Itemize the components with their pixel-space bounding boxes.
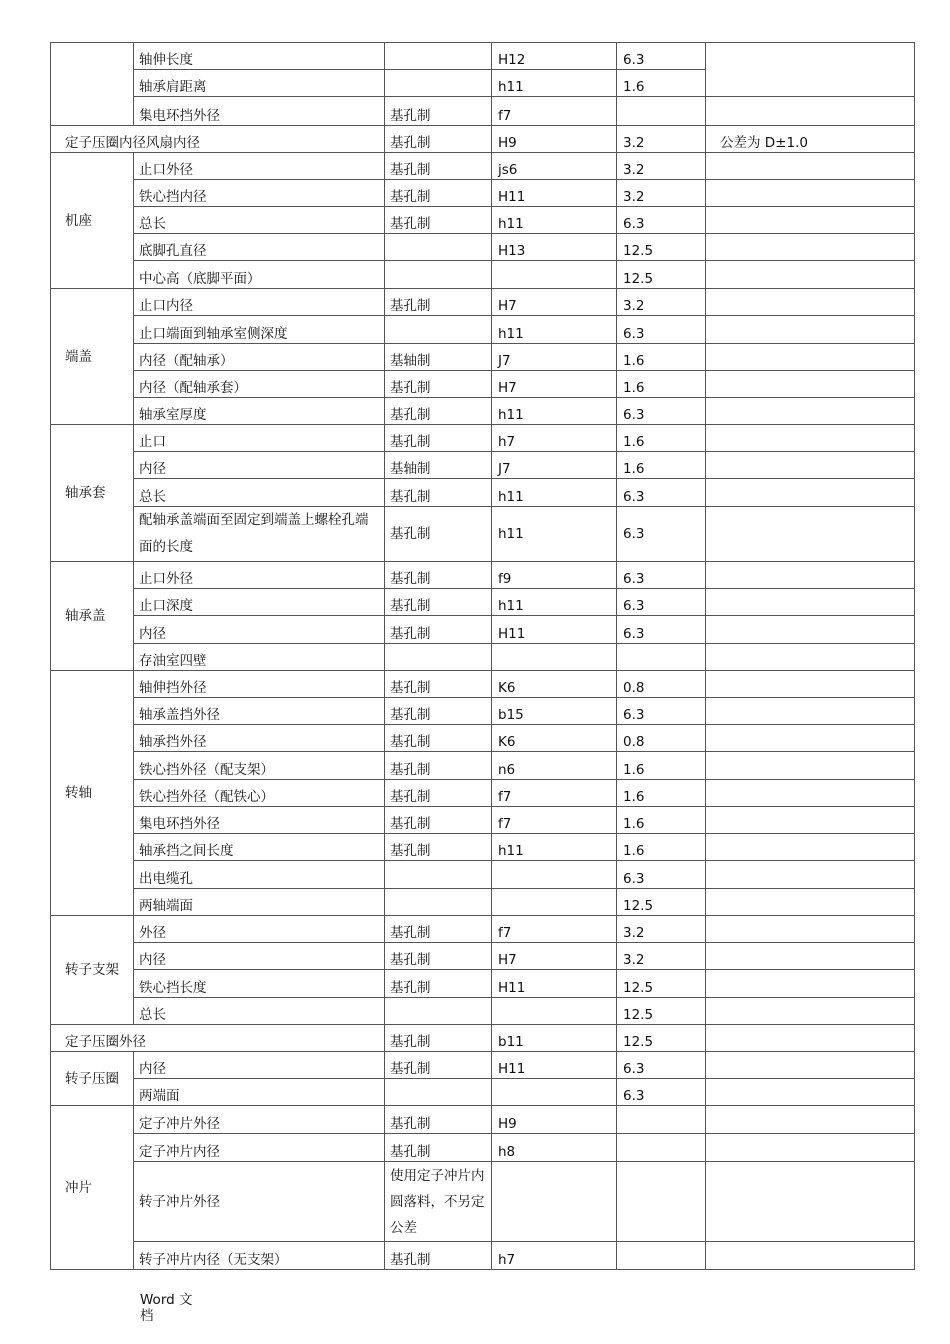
roughness-cell: 6.3: [617, 398, 706, 425]
roughness-cell: 3.2: [617, 180, 706, 207]
tolerance-cell: n6: [492, 752, 617, 780]
feature-cell: 两端面: [134, 1079, 385, 1106]
tolerance-cell: [492, 889, 617, 916]
roughness-cell: [617, 1242, 706, 1270]
tolerance-cell: J7: [492, 452, 617, 479]
basis-cell: 基孔制: [385, 834, 492, 861]
feature-cell: 铁心挡内径: [134, 180, 385, 207]
part-cell: 轴承盖: [51, 562, 134, 671]
tolerance-cell: b11: [492, 1025, 617, 1052]
roughness-cell: 0.8: [617, 671, 706, 698]
tolerance-cell: js6: [492, 153, 617, 180]
roughness-cell: 1.6: [617, 807, 706, 834]
roughness-cell: 3.2: [617, 289, 706, 316]
note-cell: [706, 479, 915, 507]
basis-cell: 基孔制: [385, 97, 492, 126]
note-cell: [706, 943, 915, 970]
part-cell: 机座: [51, 153, 134, 289]
roughness-cell: 6.3: [617, 207, 706, 234]
note-cell: [706, 316, 915, 344]
basis-cell: [385, 1079, 492, 1106]
tolerance-cell: H11: [492, 1052, 617, 1079]
roughness-cell: 6.3: [617, 479, 706, 507]
tolerance-cell: H7: [492, 371, 617, 398]
basis-cell: 基孔制: [385, 371, 492, 398]
note-cell: [706, 834, 915, 861]
basis-cell: 基孔制: [385, 425, 492, 452]
feature-cell: 止口外径: [134, 153, 385, 180]
roughness-cell: 12.5: [617, 1025, 706, 1052]
feature-cell: 轴承挡外径: [134, 725, 385, 752]
roughness-cell: 1.6: [617, 371, 706, 398]
note-cell: [706, 725, 915, 752]
feature-cell: 止口深度: [134, 589, 385, 616]
feature-cell: 定子冲片外径: [134, 1106, 385, 1134]
feature-cell: 止口内径: [134, 289, 385, 316]
roughness-cell: 6.3: [617, 861, 706, 889]
basis-cell: 基孔制: [385, 589, 492, 616]
basis-cell: 基孔制: [385, 289, 492, 316]
tolerance-cell: [492, 261, 617, 289]
note-cell: [706, 1242, 915, 1270]
document-footer: Word 文档: [140, 1292, 193, 1324]
roughness-cell: 1.6: [617, 452, 706, 479]
roughness-cell: 6.3: [617, 616, 706, 644]
roughness-cell: 1.6: [617, 780, 706, 807]
roughness-cell: 3.2: [617, 126, 706, 153]
feature-cell: 铁心挡外径（配支架）: [134, 752, 385, 780]
roughness-cell: 12.5: [617, 889, 706, 916]
basis-cell: 基孔制: [385, 507, 492, 562]
tolerance-cell: h11: [492, 589, 617, 616]
note-cell: [706, 616, 915, 644]
part-cell: [51, 43, 134, 126]
feature-cell: 总长: [134, 998, 385, 1025]
basis-cell: 基孔制: [385, 126, 492, 153]
basis-cell: 基孔制: [385, 1134, 492, 1162]
note-cell: [706, 1162, 915, 1242]
part-cell: 定子压圈外径: [51, 1025, 385, 1052]
feature-cell: 内径: [134, 943, 385, 970]
part-cell: 冲片: [51, 1106, 134, 1270]
basis-cell: 基孔制: [385, 1052, 492, 1079]
basis-cell: [385, 316, 492, 344]
basis-cell: 基孔制: [385, 1025, 492, 1052]
tolerance-cell: f7: [492, 807, 617, 834]
basis-cell: 基孔制: [385, 725, 492, 752]
note-cell: [706, 1134, 915, 1162]
tolerance-table: [50, 42, 915, 1270]
note-cell: [706, 1106, 915, 1134]
tolerance-cell: h7: [492, 1242, 617, 1270]
tolerance-cell: H11: [492, 616, 617, 644]
note-cell: [706, 916, 915, 943]
roughness-cell: 6.3: [617, 1052, 706, 1079]
feature-cell: 内径: [134, 452, 385, 479]
basis-cell: 基孔制: [385, 616, 492, 644]
tolerance-cell: [492, 644, 617, 671]
tolerance-cell: f9: [492, 562, 617, 589]
feature-cell: 配轴承盖端面至固定到端盖上螺栓孔端面的长度: [134, 507, 385, 562]
tolerance-cell: H7: [492, 943, 617, 970]
tolerance-cell: H7: [492, 289, 617, 316]
note-cell: [706, 807, 915, 834]
part-cell: 轴承套: [51, 425, 134, 562]
roughness-cell: [617, 97, 706, 126]
basis-cell: 基孔制: [385, 780, 492, 807]
basis-cell: 基孔制: [385, 153, 492, 180]
basis-cell: 基孔制: [385, 671, 492, 698]
tolerance-cell: J7: [492, 344, 617, 371]
note-cell: [706, 344, 915, 371]
basis-cell: [385, 43, 492, 70]
note-cell: [706, 1025, 915, 1052]
part-cell: 转子支架: [51, 916, 134, 1025]
roughness-cell: [617, 1106, 706, 1134]
feature-cell: 底脚孔直径: [134, 234, 385, 261]
tolerance-cell: H13: [492, 234, 617, 261]
feature-cell: 轴承盖挡外径: [134, 698, 385, 725]
roughness-cell: 1.6: [617, 344, 706, 371]
basis-cell: [385, 234, 492, 261]
roughness-cell: 1.6: [617, 70, 706, 97]
note-cell: [706, 752, 915, 780]
tolerance-cell: K6: [492, 725, 617, 752]
basis-cell: 基孔制: [385, 752, 492, 780]
tolerance-cell: h11: [492, 70, 617, 97]
part-cell: 定子压圈内径风扇内径: [51, 126, 385, 153]
basis-cell: [385, 861, 492, 889]
basis-cell: [385, 261, 492, 289]
roughness-cell: 12.5: [617, 970, 706, 998]
basis-cell: 使用定子冲片内圆落料，不另定公差: [385, 1162, 492, 1242]
roughness-cell: 3.2: [617, 153, 706, 180]
tolerance-cell: f7: [492, 916, 617, 943]
roughness-cell: 1.6: [617, 752, 706, 780]
basis-cell: [385, 644, 492, 671]
note-cell: [706, 562, 915, 589]
note-cell: [706, 507, 915, 562]
note-cell: [706, 970, 915, 998]
tolerance-cell: K6: [492, 671, 617, 698]
feature-cell: 止口外径: [134, 562, 385, 589]
tolerance-cell: H12: [492, 43, 617, 70]
note-cell: [706, 780, 915, 807]
basis-cell: 基孔制: [385, 916, 492, 943]
basis-cell: 基孔制: [385, 207, 492, 234]
roughness-cell: 6.3: [617, 562, 706, 589]
roughness-cell: 3.2: [617, 916, 706, 943]
part-cell: 端盖: [51, 289, 134, 425]
feature-cell: 止口: [134, 425, 385, 452]
roughness-cell: 1.6: [617, 834, 706, 861]
tolerance-cell: [492, 998, 617, 1025]
roughness-cell: 6.3: [617, 1079, 706, 1106]
roughness-cell: [617, 1162, 706, 1242]
feature-cell: 轴承挡之间长度: [134, 834, 385, 861]
tolerance-cell: [492, 861, 617, 889]
feature-cell: 转子冲片外径: [134, 1162, 385, 1242]
note-cell: [706, 589, 915, 616]
note-cell: [706, 671, 915, 698]
tolerance-cell: H11: [492, 180, 617, 207]
feature-cell: 两轴端面: [134, 889, 385, 916]
note-cell: [706, 1052, 915, 1079]
tolerance-cell: H9: [492, 1106, 617, 1134]
note-cell: [706, 371, 915, 398]
feature-cell: 转子冲片内径（无支架）: [134, 1242, 385, 1270]
basis-cell: 基孔制: [385, 943, 492, 970]
basis-cell: 基孔制: [385, 698, 492, 725]
feature-cell: 集电环挡外径: [134, 97, 385, 126]
note-cell: [706, 861, 915, 889]
feature-cell: 铁心挡外径（配铁心）: [134, 780, 385, 807]
feature-cell: 中心高（底脚平面）: [134, 261, 385, 289]
note-cell: [706, 153, 915, 180]
note-cell: [706, 998, 915, 1025]
note-cell: [706, 425, 915, 452]
tolerance-cell: b15: [492, 698, 617, 725]
tolerance-cell: h7: [492, 425, 617, 452]
note-cell: [706, 97, 915, 126]
roughness-cell: 12.5: [617, 998, 706, 1025]
tolerance-cell: f7: [492, 97, 617, 126]
tolerance-cell: f7: [492, 780, 617, 807]
roughness-cell: [617, 1134, 706, 1162]
feature-cell: 轴承肩距离: [134, 70, 385, 97]
feature-cell: 内径（配轴承）: [134, 344, 385, 371]
basis-cell: 基孔制: [385, 1242, 492, 1270]
part-cell: 转子压圈: [51, 1052, 134, 1106]
basis-cell: 基孔制: [385, 562, 492, 589]
feature-cell: 轴伸长度: [134, 43, 385, 70]
feature-cell: 内径（配轴承套）: [134, 371, 385, 398]
tolerance-cell: h11: [492, 207, 617, 234]
basis-cell: 基孔制: [385, 807, 492, 834]
feature-cell: 止口端面到轴承室侧深度: [134, 316, 385, 344]
tolerance-cell: [492, 1162, 617, 1242]
part-cell: 转轴: [51, 671, 134, 916]
tolerance-cell: h11: [492, 834, 617, 861]
tolerance-cell: H9: [492, 126, 617, 153]
basis-cell: [385, 998, 492, 1025]
basis-cell: 基孔制: [385, 970, 492, 998]
basis-cell: 基孔制: [385, 398, 492, 425]
tolerance-cell: H11: [492, 970, 617, 998]
note-cell: [706, 234, 915, 261]
note-cell: [706, 452, 915, 479]
roughness-cell: 0.8: [617, 725, 706, 752]
feature-cell: 外径: [134, 916, 385, 943]
tolerance-cell: h11: [492, 507, 617, 562]
basis-cell: 基孔制: [385, 1106, 492, 1134]
feature-cell: 总长: [134, 207, 385, 234]
basis-cell: 基轴制: [385, 452, 492, 479]
tolerance-cell: h11: [492, 479, 617, 507]
roughness-cell: 1.6: [617, 425, 706, 452]
tolerance-cell: h8: [492, 1134, 617, 1162]
note-cell: [706, 289, 915, 316]
note-cell: [706, 261, 915, 289]
roughness-cell: 6.3: [617, 316, 706, 344]
note-cell: [706, 207, 915, 234]
note-cell: [706, 644, 915, 671]
feature-cell: 定子冲片内径: [134, 1134, 385, 1162]
feature-cell: 铁心挡长度: [134, 970, 385, 998]
roughness-cell: 12.5: [617, 234, 706, 261]
tolerance-cell: [492, 1079, 617, 1106]
roughness-cell: 6.3: [617, 507, 706, 562]
basis-cell: [385, 889, 492, 916]
feature-cell: 存油室四壁: [134, 644, 385, 671]
feature-cell: 轴伸挡外径: [134, 671, 385, 698]
feature-cell: 轴承室厚度: [134, 398, 385, 425]
feature-cell: 出电缆孔: [134, 861, 385, 889]
feature-cell: 内径: [134, 1052, 385, 1079]
note-cell: 公差为 D±1.0: [706, 126, 915, 153]
roughness-cell: [617, 644, 706, 671]
roughness-cell: 3.2: [617, 943, 706, 970]
tolerance-cell: h11: [492, 316, 617, 344]
feature-cell: 内径: [134, 616, 385, 644]
basis-cell: 基轴制: [385, 344, 492, 371]
basis-cell: 基孔制: [385, 479, 492, 507]
note-cell: [706, 180, 915, 207]
note-cell: [706, 889, 915, 916]
note-cell: [706, 1079, 915, 1106]
roughness-cell: 12.5: [617, 261, 706, 289]
roughness-cell: 6.3: [617, 589, 706, 616]
basis-cell: [385, 70, 492, 97]
tolerance-cell: h11: [492, 398, 617, 425]
roughness-cell: 6.3: [617, 698, 706, 725]
feature-cell: 总长: [134, 479, 385, 507]
basis-cell: 基孔制: [385, 180, 492, 207]
roughness-cell: 6.3: [617, 43, 706, 70]
note-cell: [706, 698, 915, 725]
feature-cell: 集电环挡外径: [134, 807, 385, 834]
note-cell: [706, 398, 915, 425]
note-cell: [706, 43, 915, 97]
